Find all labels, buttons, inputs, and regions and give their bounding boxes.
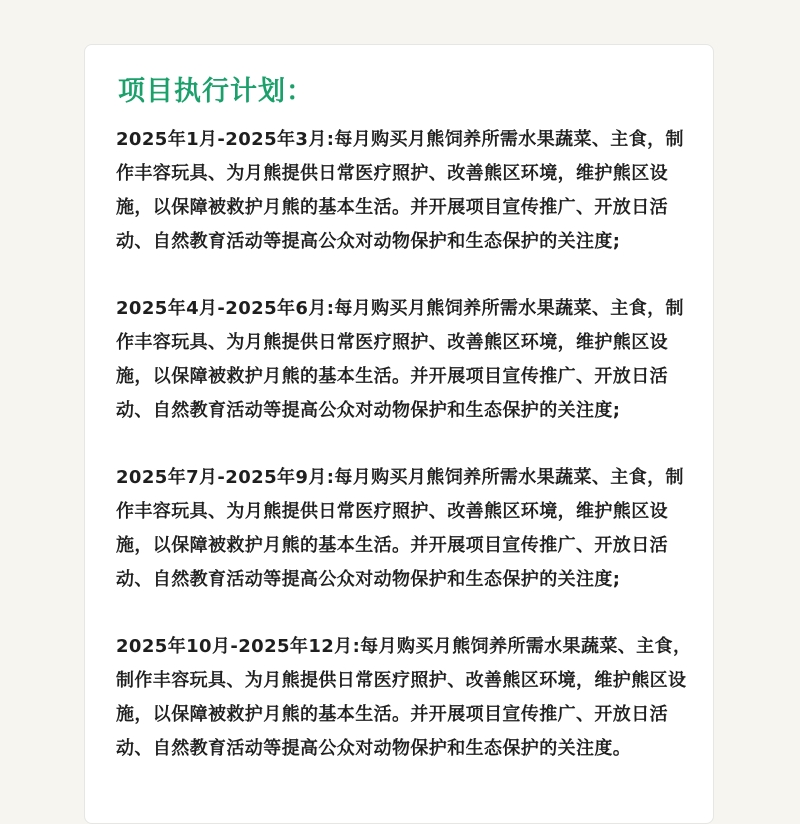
plan-paragraph-q1: 2025年1月-2025年3月:每月购买月熊饲养所需水果蔬菜、主食，制作丰容玩具、为月熊提供日常医疗照护、改善熊区环境，维护熊区设施，以保障被救护月熊的基本生活。并开展项目宣传推广、开放日活动、自然教育活动等提高公众对动物保护和生态保护的关注度; [116, 129, 684, 252]
section-title: 项目执行计划： [118, 76, 314, 107]
plan-paragraph-q4: 2025年10月-2025年12月:每月购买月熊饲养所需水果蔬菜、主食，制作丰容玩具、为月熊提供日常医疗照护、改善熊区环境，维护熊区设施，以保障被救护月熊的基本生活。并开展项目宣传推广、开放日活动、自然教育活动等提高公众对动物保护和生态保护的关注度。 [116, 636, 692, 759]
plan-paragraph-q3: 2025年7月-2025年9月:每月购买月熊饲养所需水果蔬菜、主食，制作丰容玩具、为月熊提供日常医疗照护、改善熊区环境，维护熊区设施，以保障被救护月熊的基本生活。并开展项目宣传推广、开放日活动、自然教育活动等提高公众对动物保护和生态保护的关注度; [116, 467, 684, 590]
plan-paragraph-q2: 2025年4月-2025年6月:每月购买月熊饲养所需水果蔬菜、主食，制作丰容玩具、为月熊提供日常医疗照护、改善熊区环境，维护熊区设施，以保障被救护月熊的基本生活。并开展项目宣传推广、开放日活动、自然教育活动等提高公众对动物保护和生态保护的关注度; [116, 298, 684, 421]
